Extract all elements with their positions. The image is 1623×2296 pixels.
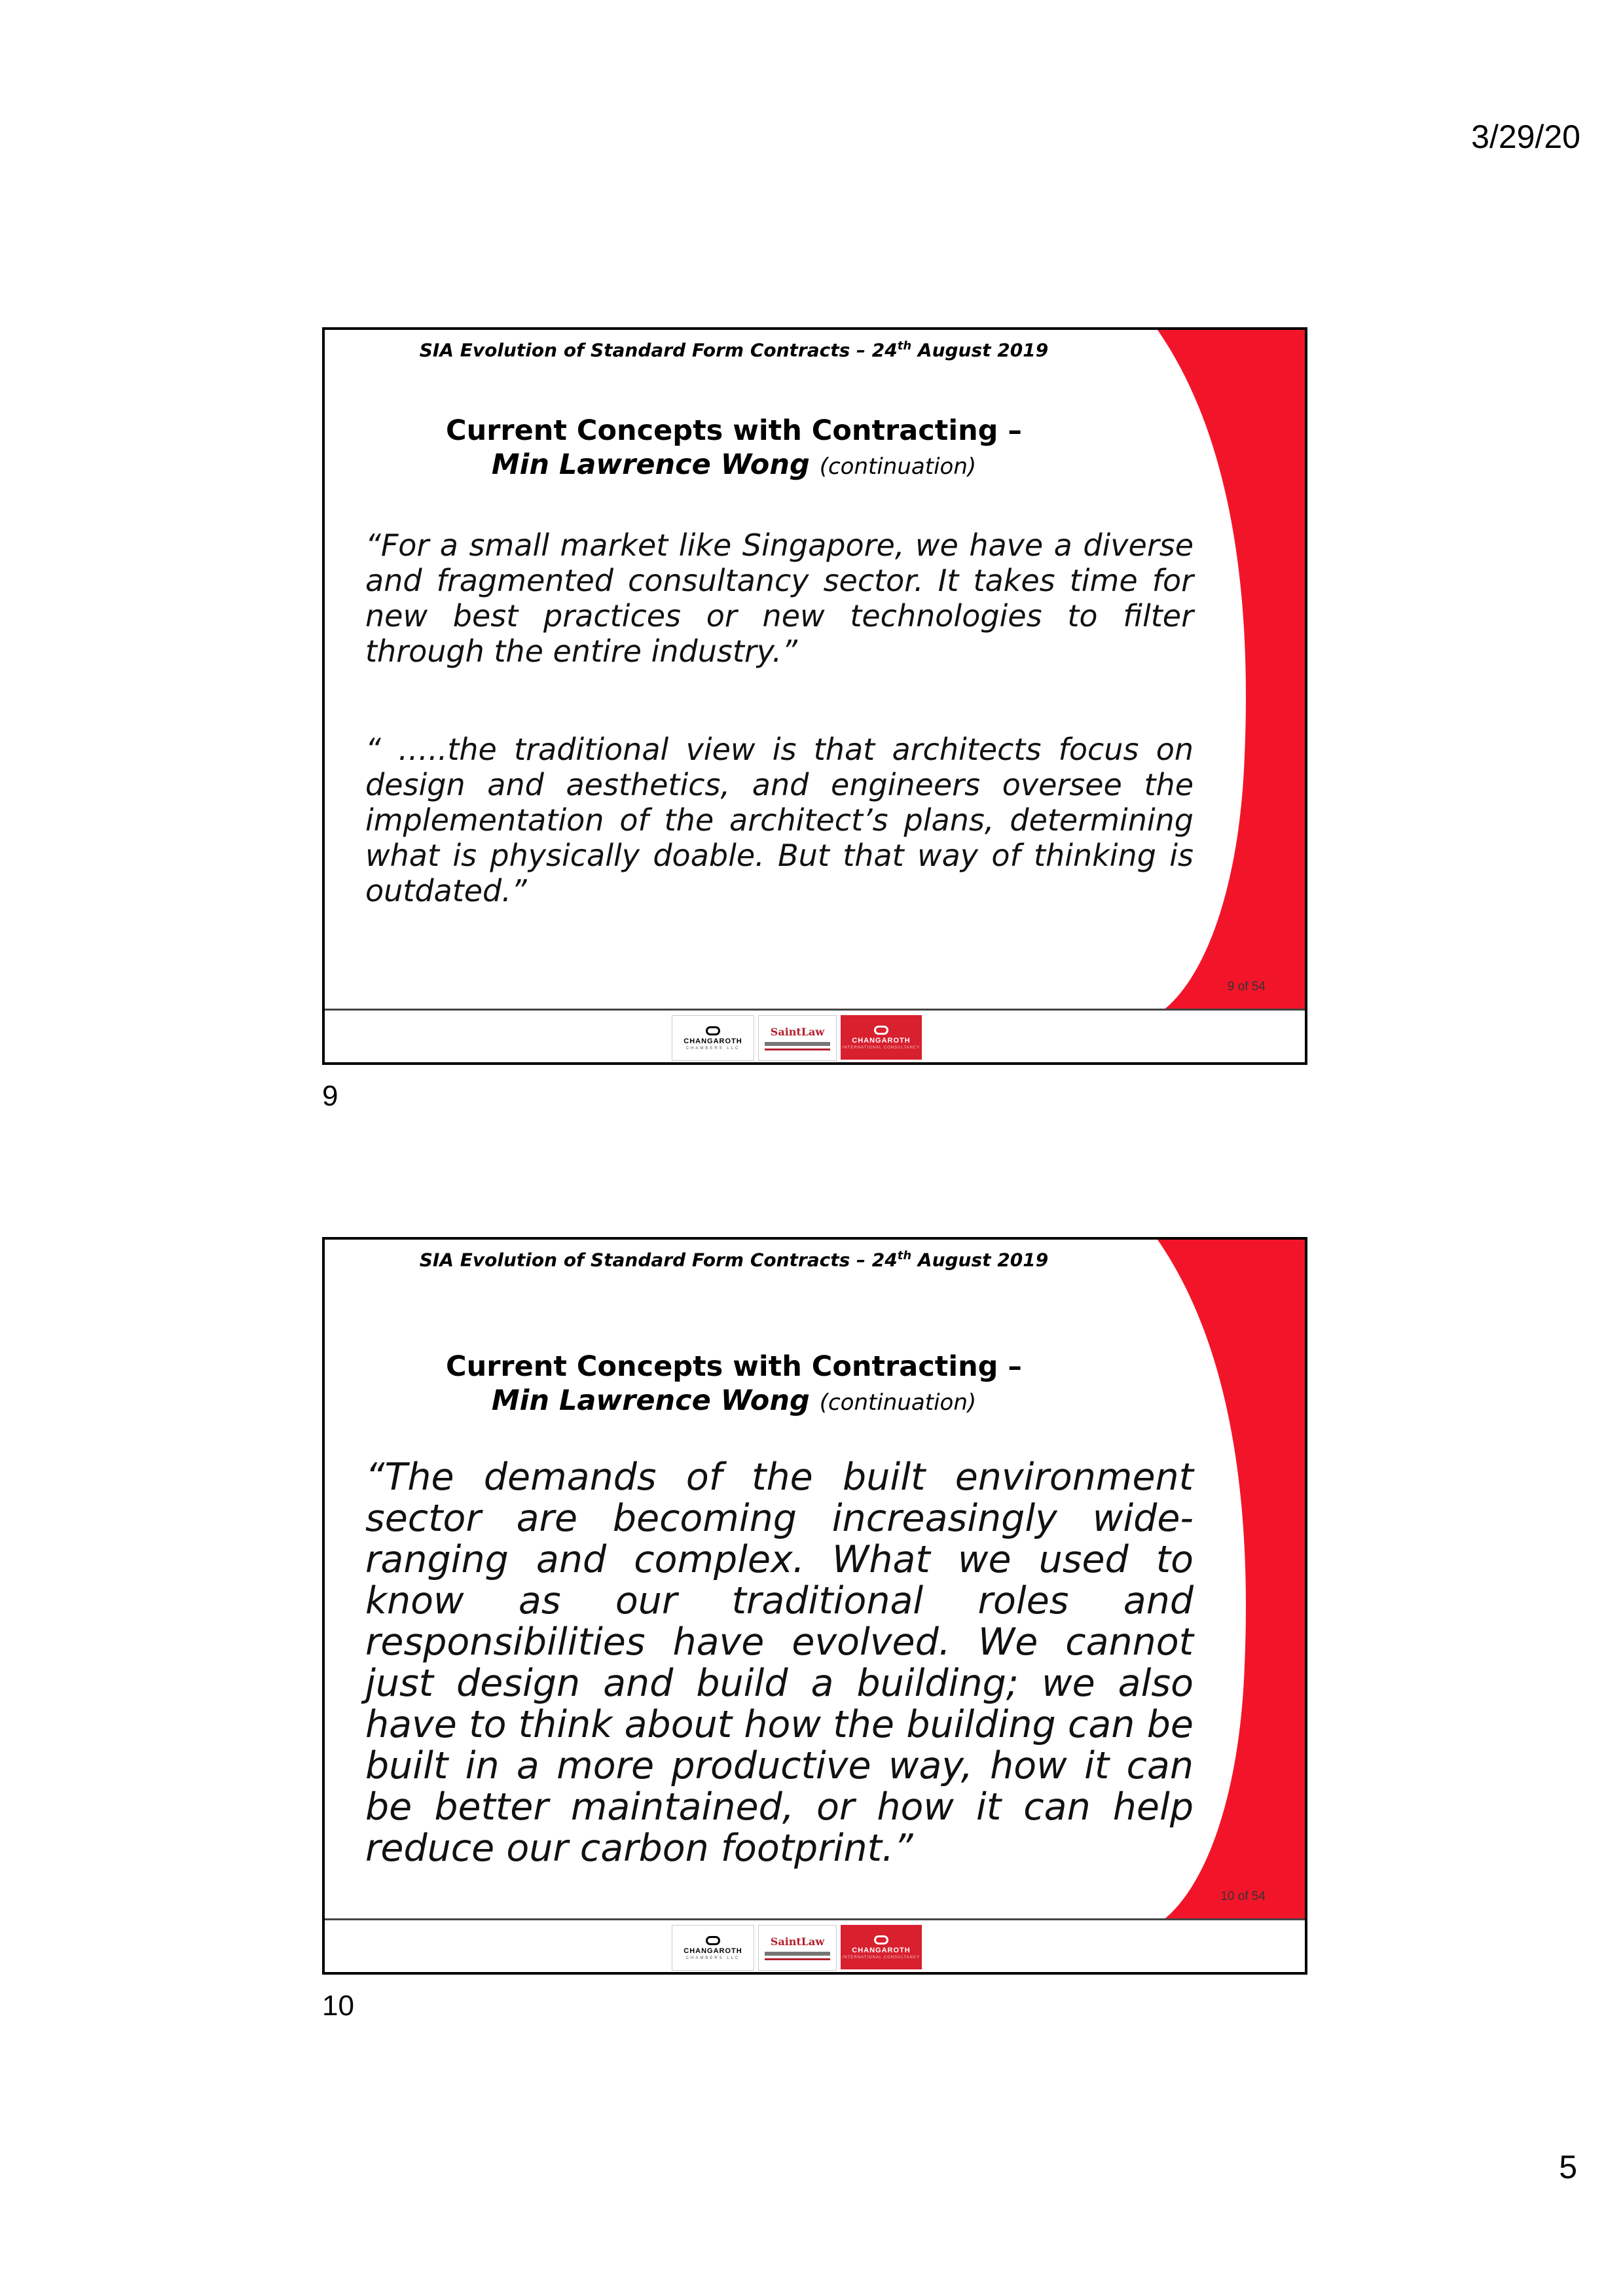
slide-9 [322,327,1307,1065]
slide-counter: 10 of 54 [1220,1890,1266,1903]
title-continuation: (continuation) [819,1390,977,1416]
slide-header: SIA Evolution of Standard Form Contracts – 24th August 2019 [419,1249,1049,1271]
changaroth-chambers-logo: CHANGAROTH CHAMBERS LLC [672,1925,754,1971]
footer-logos [672,1925,934,1972]
slide-title [325,414,1143,484]
changaroth-mark-icon [874,1026,888,1035]
page-date: 3/29/20 [1471,118,1580,155]
changaroth-mark-icon [706,1026,720,1035]
saintlaw-logo: SaintLaw [758,1015,837,1061]
slide-number-label: 9 [322,1080,338,1112]
changaroth-chambers-logo: CHANGAROTH CHAMBERS LLC [672,1015,754,1061]
footer-divider [325,1918,1305,1920]
changaroth-mark-icon [706,1936,720,1945]
title-speaker: Min Lawrence Wong [491,1384,810,1417]
changaroth-consultancy-logo: CHANGAROTH INTERNATIONAL CONSULTANCY [841,1925,922,1969]
saintlaw-logo: SaintLaw [758,1925,837,1971]
slide-header: SIA Evolution of Standard Form Contracts – 24th August 2019 [419,339,1049,361]
quote-2: “ …..the traditional view is that architects focus on design and aesthetics, and engineers oversee the implementation of the architect’s plans, determining what is physically doable. But that way of thinking is outdated.” [365,732,1194,908]
quote-1: “For a small market like Singapore, we have a diverse and fragmented consultancy sector. It takes time for new best practices or new technologies to filter through the entire industry.” [365,528,1194,669]
slide-title [325,1350,1143,1420]
footer-divider [325,1009,1305,1011]
title-continuation: (continuation) [819,454,977,480]
changaroth-consultancy-logo: CHANGAROTH INTERNATIONAL CONSULTANCY [841,1015,922,1060]
slide-counter: 9 of 54 [1227,980,1266,994]
title-line: Current Concepts with Contracting – [446,1350,1022,1383]
footer-logos [672,1015,934,1062]
slide-10 [322,1237,1307,1975]
changaroth-mark-icon [874,1935,888,1945]
title-speaker: Min Lawrence Wong [491,448,810,481]
page-number: 5 [1559,2149,1577,2185]
slide-number-label: 10 [322,1990,354,2022]
quote-1: “The demands of the built environment sector are becoming increasingly wide-ranging and complex. What we used to know as our traditional roles and responsibilities have evolved. We cannot just design and build a building; we also have to think about how the building can be built in a more productive way, how it can be better maintained, or how it can help reduce our carbon footprint.” [365,1456,1194,1870]
title-line: Current Concepts with Contracting – [446,414,1022,447]
